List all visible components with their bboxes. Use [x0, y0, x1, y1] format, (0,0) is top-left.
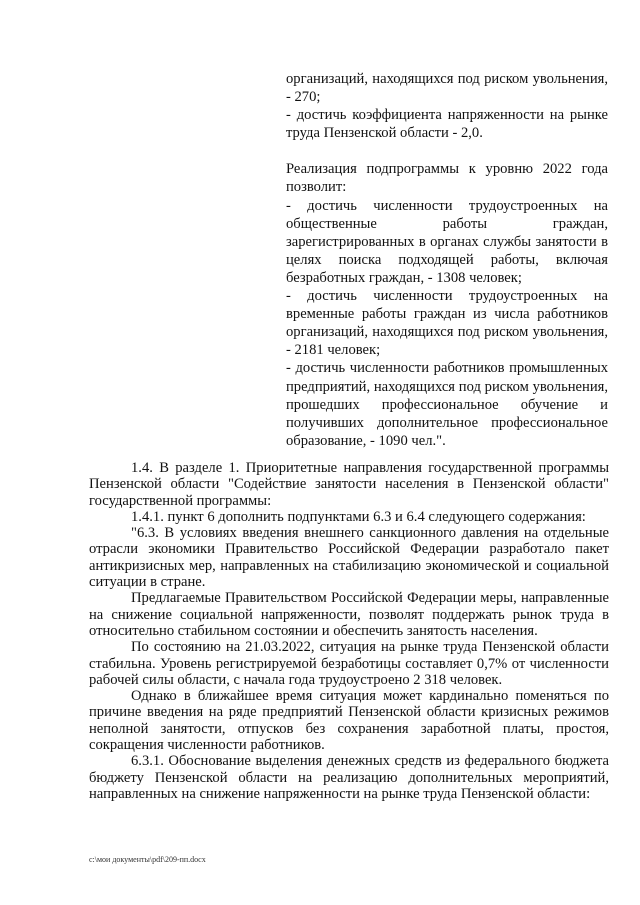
- paragraph: "6.3. В условиях введения внешнего санкционного давления на отдельные отрасли экономики Правительство Российской Федерации разработало пакет антикризисных мер, направленных на стабилизацию экономической и социальной ситуации в стране.: [89, 525, 609, 591]
- paragraph: Предлагаемые Правительством Российской Федерации меры, направленные на снижение социальной напряженности, позволят поддержать рынок труда в относительно стабильном состоянии и обеспечить занятость населения.: [89, 590, 609, 639]
- paragraph: - достичь численности трудоустроенных на общественные работы граждан, зарегистрированных в органах службы занятости в целях поиска подходящей работы, включая безработных граждан, - 1308 человек;: [286, 197, 608, 286]
- paragraph: 1.4. В разделе 1. Приоритетные направления государственной программы Пензенской области "Содействие занятости населения в Пензенской области" государственной программы:: [89, 460, 609, 509]
- paragraph: - достичь коэффициента напряженности на рынке труда Пензенской области - 2,0.: [286, 107, 608, 142]
- right-column-text: [286, 70, 608, 450]
- paragraph: По состоянию на 21.03.2022, ситуация на рынке труда Пензенской области стабильна. Уровень регистрируемой безработицы составляет 0,7% от численности рабочей силы области, с начала года трудоустроено 2 318 человек.: [89, 639, 609, 688]
- paragraph: 6.3.1. Обоснование выделения денежных средств из федерального бюджета бюджету Пензенской области на реализацию дополнительных мероприятий, направленных на снижение напряженности на рынке труда Пензенской области:: [89, 753, 609, 802]
- paragraph: 1.4.1. пункт 6 дополнить подпунктами 6.3 и 6.4 следующего содержания:: [131, 508, 586, 525]
- paragraph: организаций, находящихся под риском увольнения, - 270;: [286, 71, 608, 106]
- file-path-footer: c:\мои документы\pdf\209-пп.docx: [89, 855, 206, 864]
- paragraph: - достичь численности работников промышленных предприятий, находящихся под риском увольнения, прошедших профессиональное обучение и получивших дополнительное профессиональное образование, - 1090 чел.".: [286, 360, 608, 449]
- paragraph: Реализация подпрограммы к уровню 2022 года позволит:: [286, 161, 608, 196]
- main-body-text: [89, 460, 609, 802]
- paragraph: Однако в ближайшее время ситуация может кардинально поменяться по причине введения на ряде предприятий Пензенской области кризисных режимов неполной занятости, отпусков без сохранения заработной платы, простоя, сокращения численности работников.: [89, 688, 609, 754]
- paragraph: - достичь численности трудоустроенных на временные работы граждан из числа работников организаций, находящихся под риском увольнения, - 2181 человек;: [286, 288, 608, 359]
